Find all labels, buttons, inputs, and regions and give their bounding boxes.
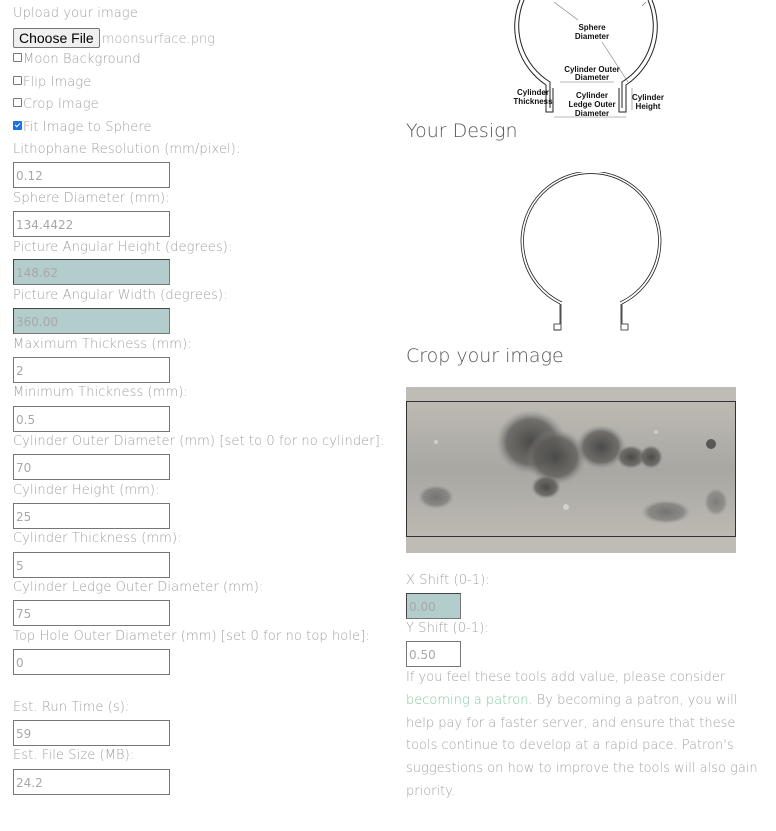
diagram-label-cyl-outer-2: Diameter — [574, 73, 610, 82]
max-thickness-label: Maximum Thickness (mm): — [13, 337, 192, 352]
cylinder-height-input[interactable] — [13, 503, 170, 529]
patron-text-before: If you feel these tools add value, please consider — [406, 670, 726, 685]
ledge-diameter-label: Cylinder Ledge Outer Diameter (mm): — [13, 580, 264, 595]
top-hole-diameter-input[interactable] — [13, 649, 170, 675]
moon-image[interactable] — [406, 387, 736, 553]
angular-height-input — [13, 259, 170, 285]
option-label: Crop Image — [23, 97, 99, 112]
option-flip-image[interactable] — [13, 75, 91, 91]
reference-diagram — [506, 0, 666, 122]
diagram-label-cyl-height: Cylinder — [631, 93, 665, 102]
design-title: Your Design — [406, 120, 518, 142]
diagram-label-cyl-height-2: Height — [635, 102, 661, 111]
patron-text-after: . By becoming a patron, you will help pay for a faster server, and ensure that these tools continue to develop at a rapid pace. Patron's suggestions on how to improve the tools will also gain priority. — [406, 692, 758, 799]
run-time-output — [13, 720, 170, 746]
cylinder-thickness-input[interactable] — [13, 552, 170, 578]
cylinder-thickness-label: Cylinder Thickness (mm): — [13, 531, 182, 546]
cylinder-height-label: Cylinder Height (mm): — [13, 483, 160, 498]
option-fit-to-sphere[interactable] — [13, 120, 152, 136]
diagram-label-cyl-outer: Cylinder Outer — [564, 65, 620, 74]
diagram-label-sphere-diameter-2: Diameter — [574, 32, 610, 41]
diagram-label-cyl-thickness: Cylinder — [516, 88, 550, 97]
x-shift-input — [406, 593, 461, 619]
resolution-input[interactable] — [13, 162, 170, 188]
file-size-label: Est. File Size (MB): — [13, 748, 135, 763]
y-shift-label: Y Shift (0-1): — [406, 621, 489, 636]
option-label: Fit Image to Sphere — [23, 120, 152, 135]
diagram-label-ledge: Cylinder — [575, 91, 609, 100]
x-shift-label: X Shift (0-1): — [406, 573, 490, 588]
fit-to-sphere-checkbox[interactable] — [13, 121, 22, 130]
diagram-label-ledge-2: Ledge Outer — [568, 100, 616, 109]
file-size-output — [13, 769, 170, 795]
angular-height-label: Picture Angular Height (degrees): — [13, 240, 233, 255]
patron-message — [406, 667, 766, 804]
angular-width-label: Picture Angular Width (degrees): — [13, 288, 228, 303]
top-hole-diameter-label: Top Hole Outer Diameter (mm) [set 0 for no top hole]: — [13, 629, 370, 644]
min-thickness-label: Minimum Thickness (mm): — [13, 385, 188, 400]
diagram-label-ledge-3: Diameter — [574, 109, 610, 118]
option-label: Moon Background — [23, 52, 141, 67]
min-thickness-input[interactable] — [13, 406, 170, 432]
crop-title: Crop your image — [406, 345, 564, 367]
cylinder-outer-diameter-input[interactable] — [13, 454, 170, 480]
diagram-label-sphere-diameter: Sphere — [578, 23, 606, 32]
moon-background-checkbox[interactable] — [13, 53, 22, 62]
choose-file-button[interactable]: Choose File — [13, 28, 100, 48]
crop-image-checkbox[interactable] — [13, 98, 22, 107]
option-moon-background[interactable] — [13, 52, 141, 68]
ledge-diameter-input[interactable] — [13, 600, 170, 626]
sphere-diameter-label: Sphere Diameter (mm): — [13, 191, 170, 206]
patron-link[interactable]: becoming a patron — [406, 692, 529, 708]
flip-image-checkbox[interactable] — [13, 76, 22, 85]
file-name: moonsurface.png — [101, 32, 215, 47]
y-shift-input[interactable] — [406, 641, 461, 667]
resolution-label: Lithophane Resolution (mm/pixel): — [13, 142, 241, 157]
cylinder-outer-diameter-label: Cylinder Outer Diameter (mm) [set to 0 for no cylinder]: — [13, 434, 385, 449]
upload-label: Upload your image — [13, 6, 138, 21]
sphere-diameter-input[interactable] — [13, 211, 170, 237]
design-preview — [516, 172, 666, 334]
max-thickness-input[interactable] — [13, 357, 170, 383]
option-crop-image[interactable] — [13, 97, 99, 113]
run-time-label: Est. Run Time (s): — [13, 700, 130, 715]
file-upload — [13, 28, 215, 48]
diagram-label-cyl-thickness-2: Thickness — [513, 97, 553, 106]
crop-selection-box[interactable] — [406, 401, 736, 537]
angular-width-input — [13, 308, 170, 334]
option-label: Flip Image — [23, 75, 92, 90]
